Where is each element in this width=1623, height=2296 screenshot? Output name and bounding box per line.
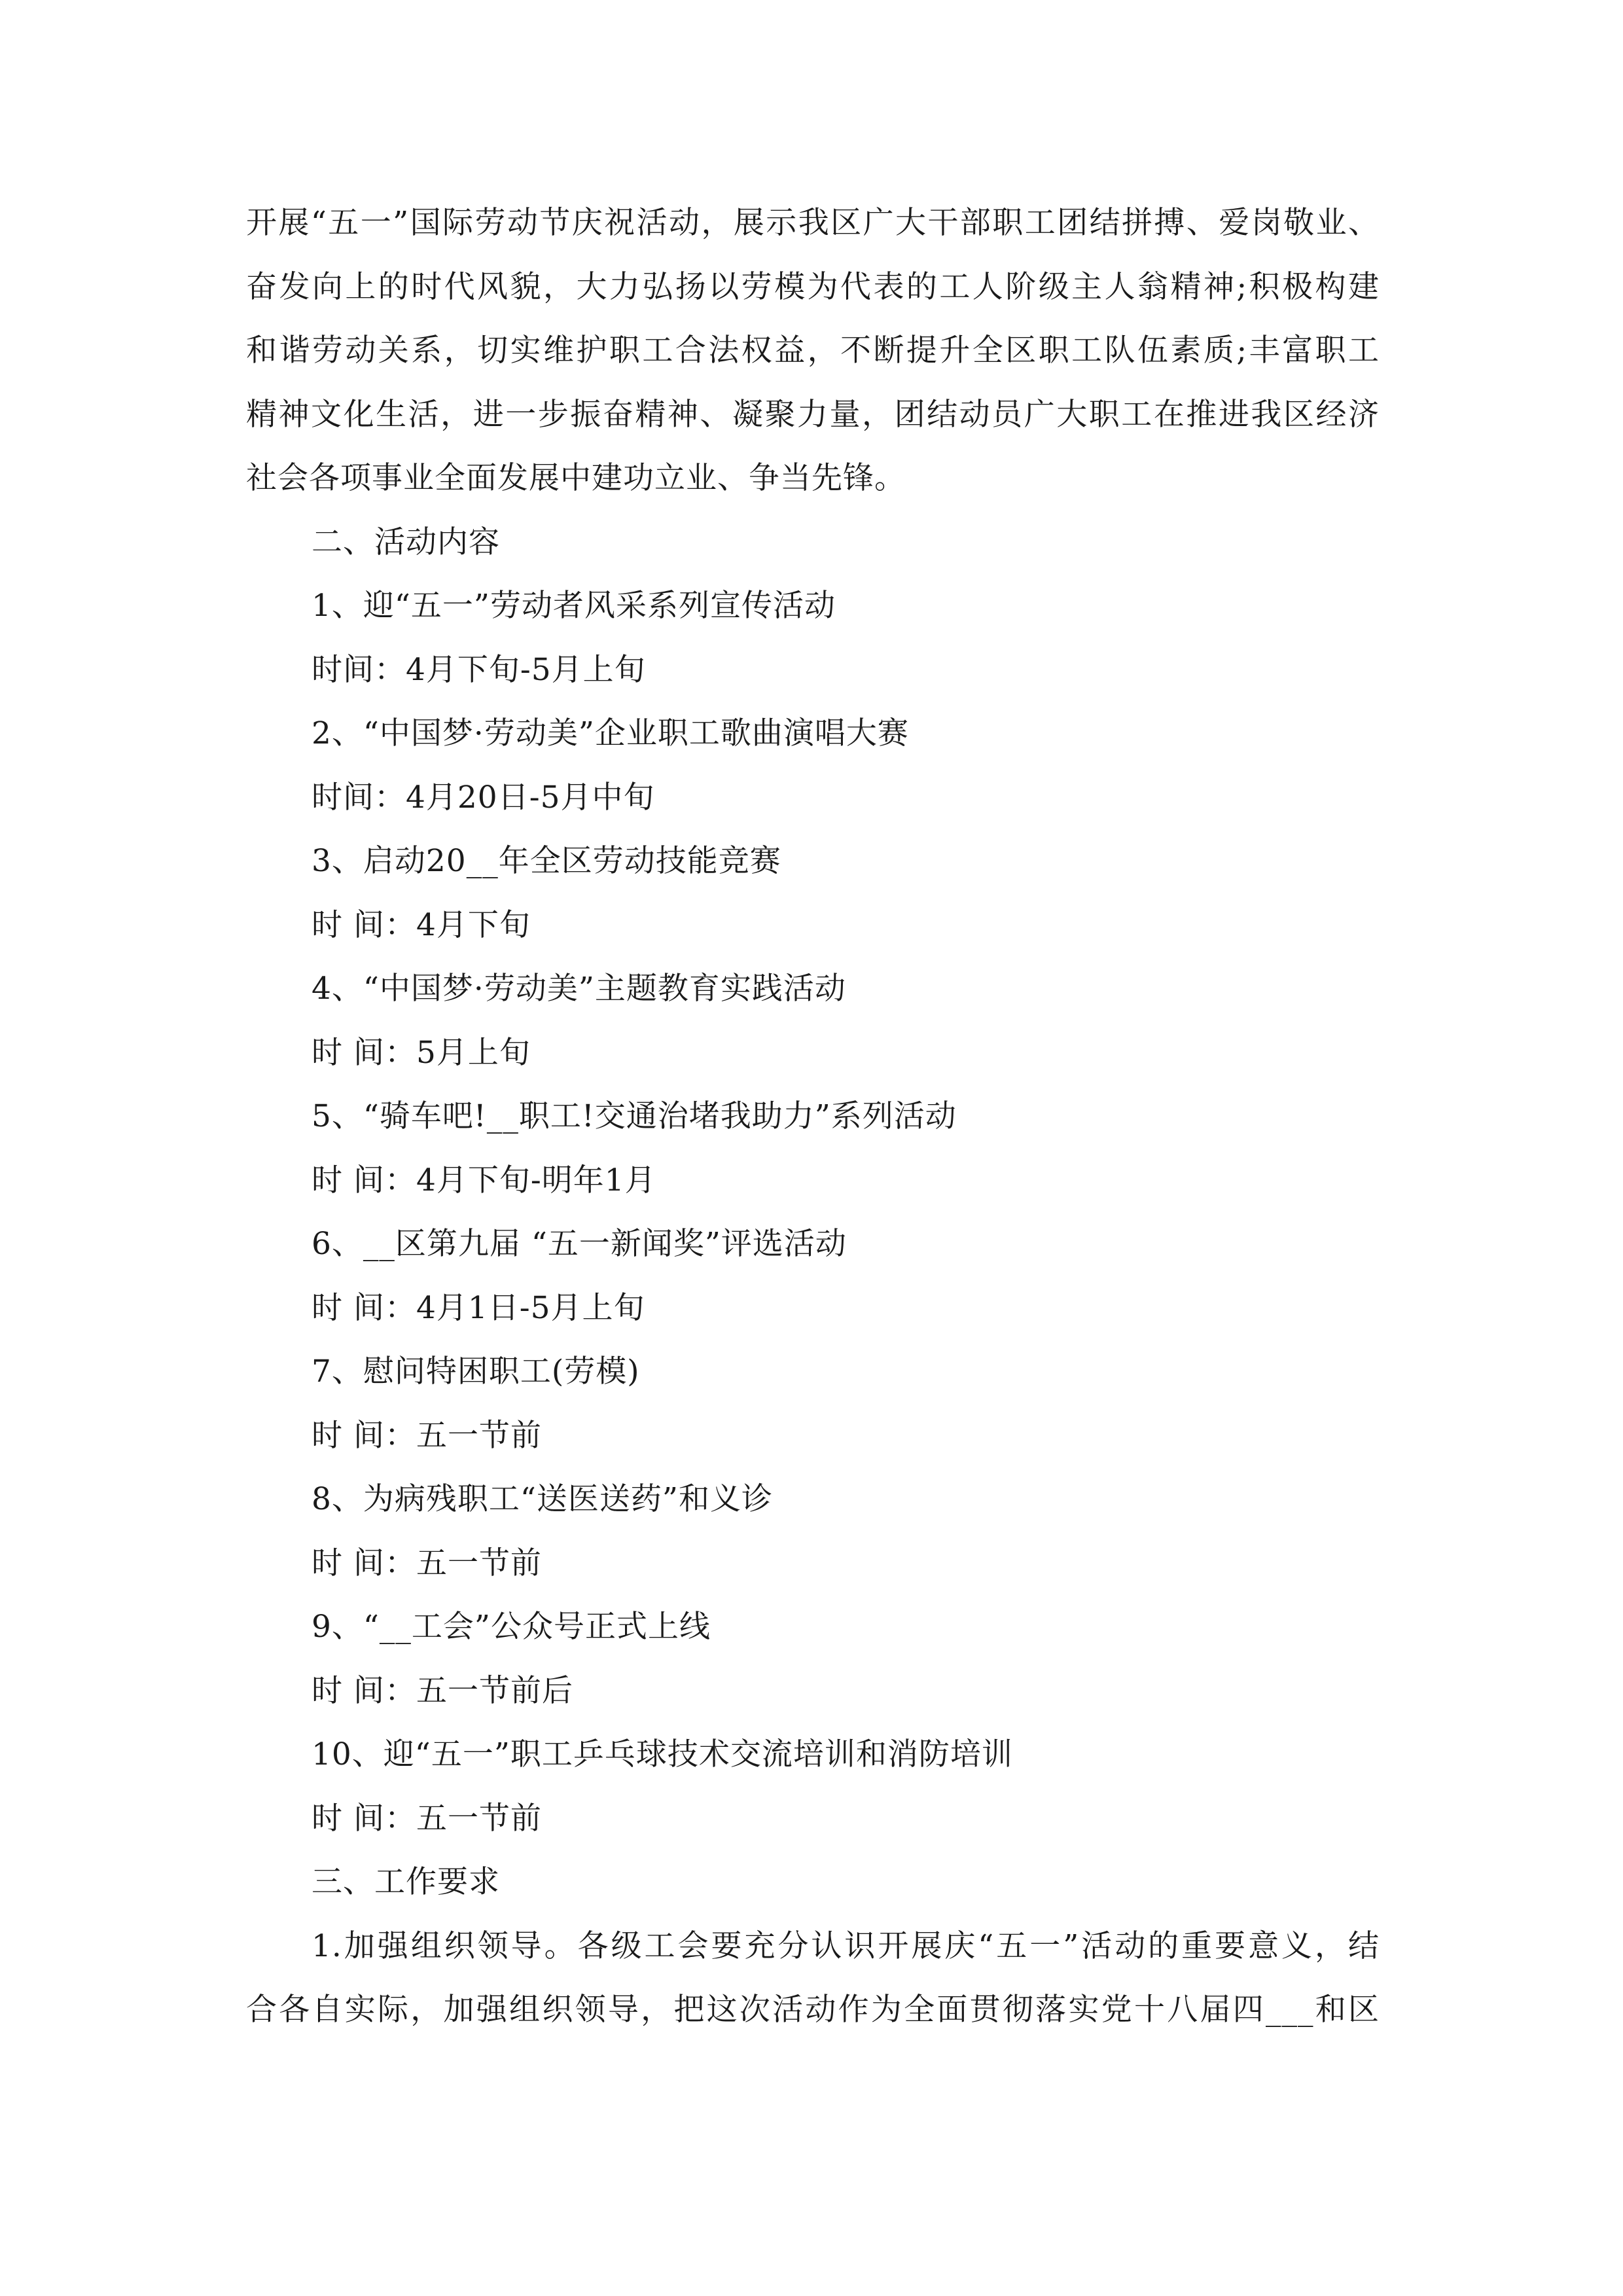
activity-title: 2、“中国梦·劳动美”企业职工歌曲演唱大赛 [312,715,909,751]
intro-line: 开展“五一”国际劳动节庆祝活动，展示我区广大干部职工团结拼搏、爱岗敬业、 [246,205,1380,241]
activity-title: 7、慰问特困职工(劳模) [312,1354,640,1390]
activity-time: 时间：4月20日-5月中旬 [312,779,655,816]
activity-title: 10、迎“五一”职工乒乓球技术交流培训和消防培训 [312,1736,1013,1772]
activity-title: 8、为病残职工“送医送药”和义诊 [312,1481,773,1517]
section-heading: 二、活动内容 [312,524,500,560]
activity-time: 时 间：五一节前 [312,1417,542,1454]
section-heading: 三、工作要求 [312,1864,500,1900]
activity-title: 4、“中国梦·劳动美”主题教育实践活动 [312,971,846,1007]
activity-title: 5、“骑车吧!__职工!交通治堵我助力”系列活动 [312,1098,957,1134]
activity-time: 时 间：五一节前 [312,1800,542,1837]
activity-time: 时 间：4月下旬-明年1月 [312,1162,656,1198]
requirement-line: 合各自实际，加强组织领导，把这次活动作为全面贯彻落实党十八届四___和区 [246,1992,1380,2028]
activity-time: 时 间：4月下旬 [312,906,531,943]
activity-time: 时 间：五一节前 [312,1545,542,1581]
requirement-line: 1.加强组织领导。各级工会要充分认识开展庆“五一”活动的重要意义，结 [312,1928,1380,1964]
intro-line: 和谐劳动关系，切实维护职工合法权益，不断提升全区职工队伍素质;丰富职工 [246,332,1380,368]
intro-line: 精神文化生活，进一步振奋精神、凝聚力量，团结动员广大职工在推进我区经济 [246,396,1380,433]
activity-time: 时 间：五一节前后 [312,1672,573,1709]
activity-time: 时间：4月下旬-5月上旬 [312,651,646,688]
intro-line: 奋发向上的时代风貌，大力弘扬以劳模为代表的工人阶级主人翁精神;积极构建 [246,268,1380,305]
activity-time: 时 间：4月1日-5月上旬 [312,1289,645,1326]
activity-title: 1、迎“五一”劳动者风采系列宣传活动 [312,588,836,624]
activity-title: 6、__区第九届 “五一新闻奖”评选活动 [312,1226,847,1262]
activity-time: 时 间：5月上旬 [312,1034,531,1071]
activity-title: 9、“__工会”公众号正式上线 [312,1609,711,1645]
document-page [246,191,1380,2042]
activity-title: 3、启动20__年全区劳动技能竞赛 [312,843,781,879]
intro-line: 社会各项事业全面发展中建功立业、争当先锋。 [246,460,906,496]
